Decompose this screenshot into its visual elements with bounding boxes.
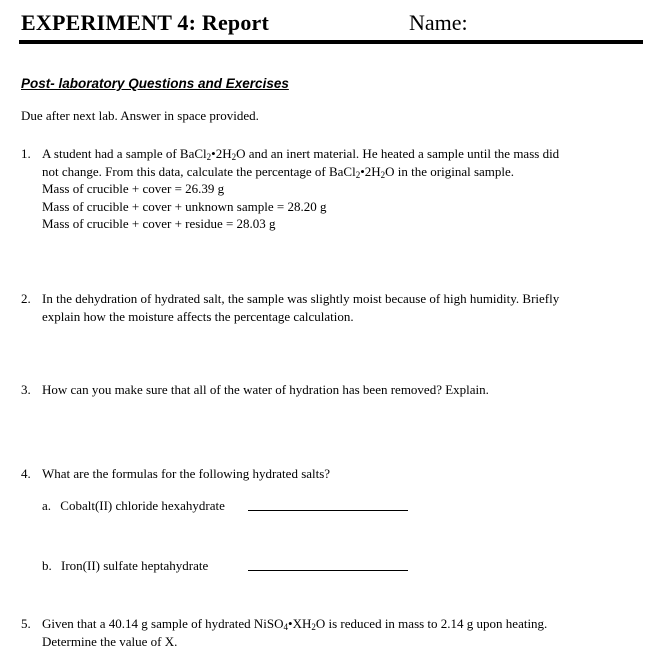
question-1-text xyxy=(42,145,559,233)
part-letter: b. xyxy=(42,558,52,573)
section-heading: Post- laboratory Questions and Exercises xyxy=(21,76,289,91)
question-3-text: How can you make sure that all of the water of hydration has been removed? Explain. xyxy=(42,382,489,397)
question-4a xyxy=(42,497,225,515)
mass-data-line: Mass of crucible + cover + residue = 28.03 g xyxy=(42,216,276,231)
report-title: EXPERIMENT 4: Report xyxy=(21,10,270,35)
question-5-line-2: Determine the value of X. xyxy=(42,633,178,649)
question-4b xyxy=(42,557,208,575)
question-1-line-1: A student had a sample of $BaCl_2•2H_2O$ and an inert material. He heated a sample until the mass did xyxy=(42,146,560,162)
answer-line-4b[interactable] xyxy=(248,557,408,576)
question-5-line-1: Given that a 40.14 g sample of hydrated $NiSO_4•XH_2O$ is reduced in mass to 2.14 g upon heating. xyxy=(42,616,548,632)
name-label: Name: xyxy=(409,10,468,35)
answer-line-4a[interactable] xyxy=(248,497,408,516)
intro-text: Due after next lab. Answer in space provided. xyxy=(21,108,259,123)
mass-data-line: Mass of crucible + cover = 26.39 g xyxy=(42,181,225,196)
question-2-text: In the dehydration of hydrated salt, the sample was slightly moist because of high humidity. Briefly explain how the moisture affects the percentage calculation. xyxy=(42,291,560,324)
question-number: 3. xyxy=(21,382,31,397)
question-1-line-2: not change. From this data, calculate the percentage of $BaCl_2•2H_2O$ in the original sample. xyxy=(42,163,515,180)
question-4-text: What are the formulas for the following hydrated salts? xyxy=(42,466,331,481)
question-number: 5. xyxy=(21,616,31,631)
part-letter: a. xyxy=(42,498,52,513)
part-text: Cobalt(II) chloride hexahydrate xyxy=(60,498,225,513)
mass-data-line: Mass of crucible + cover + unknown sample = 28.20 g xyxy=(42,198,327,214)
question-5-text xyxy=(42,615,547,650)
question-number: 1. xyxy=(21,146,31,161)
question-number: 2. xyxy=(21,291,31,306)
title-rule xyxy=(19,40,643,44)
part-text: Iron(II) sulfate heptahydrate xyxy=(61,558,209,573)
question-number: 4. xyxy=(21,466,31,481)
